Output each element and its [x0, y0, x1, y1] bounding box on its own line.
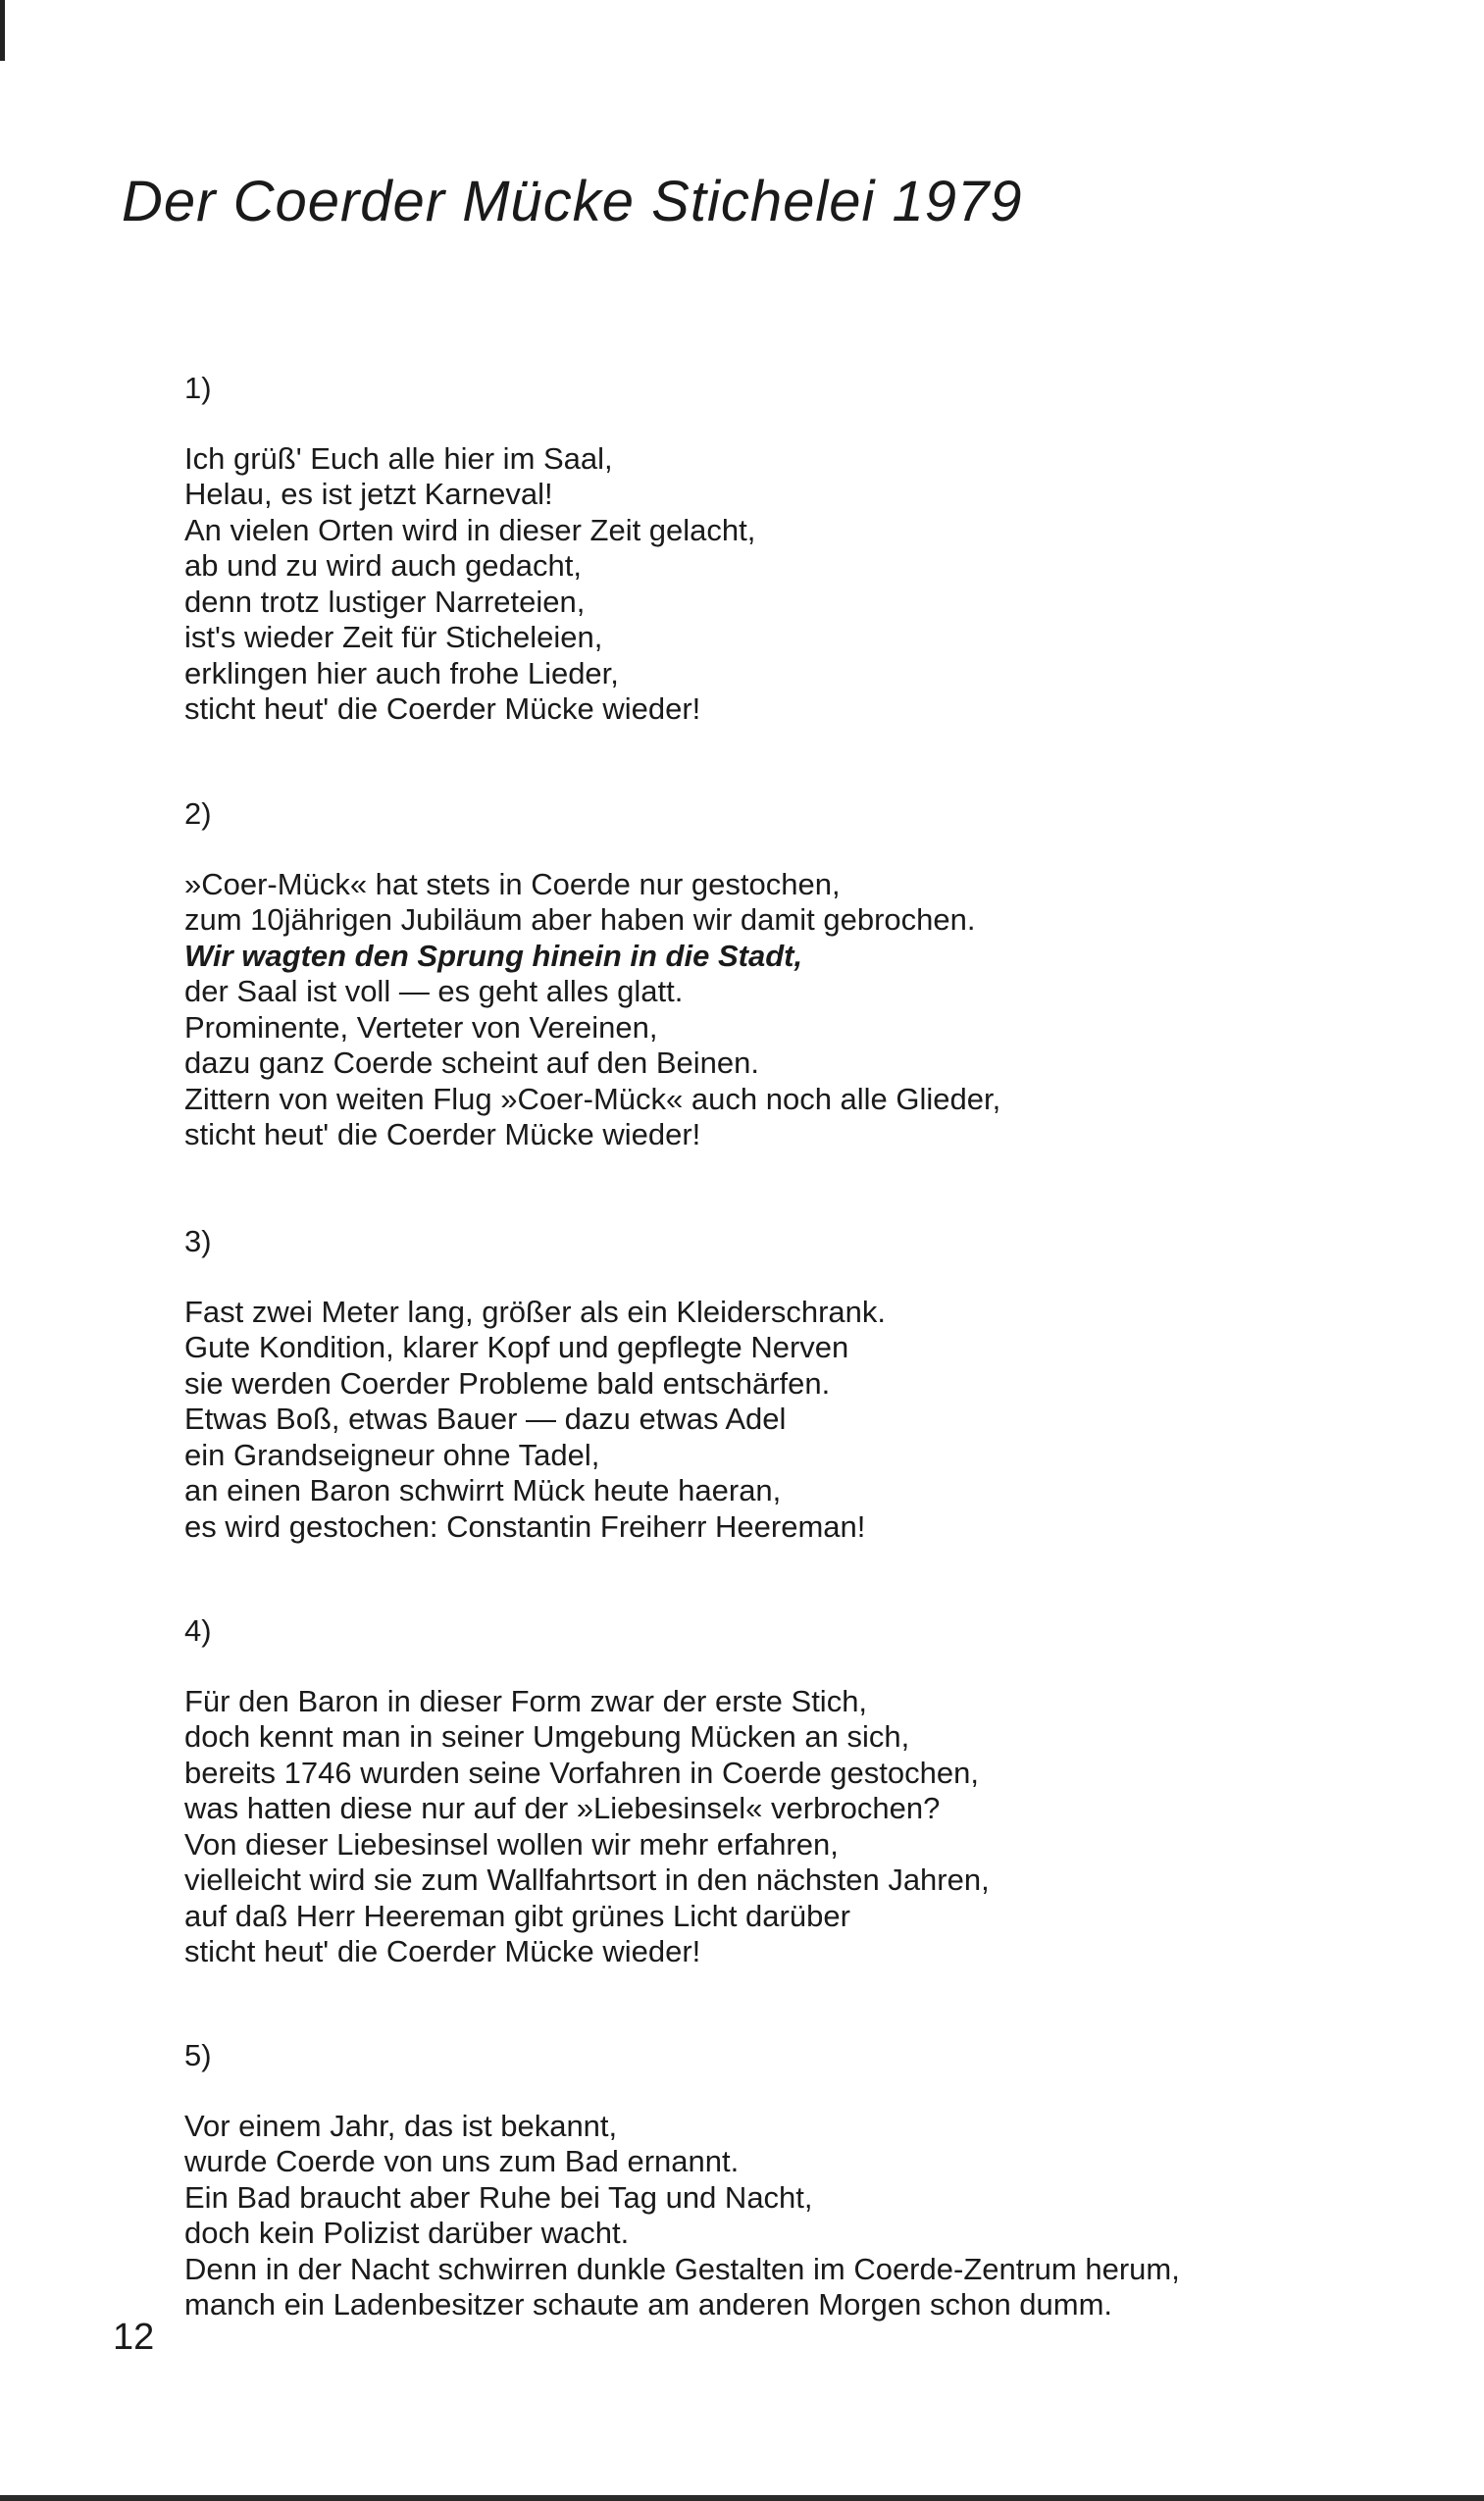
stanza-lines: [184, 441, 1391, 728]
page-title: Der Coerder Mücke Stichelei 1979: [122, 170, 1023, 233]
verse-line: zum 10jährigen Jubiläum aber haben wir damit gebrochen.: [184, 902, 976, 937]
stanza-1: [184, 371, 1391, 728]
stanza-number: 4): [184, 1613, 212, 1648]
page-number: 12: [113, 2317, 155, 2358]
verse-line: es wird gestochen: Constantin Freiherr Heereman!: [184, 1508, 866, 1544]
verse-line: Etwas Boß, etwas Bauer — dazu etwas Adel: [184, 1402, 787, 1436]
verse-line: sticht heut' die Coerder Mücke wieder!: [184, 1934, 701, 1968]
stanza-3: [184, 1224, 1391, 1545]
verse-line: bereits 1746 wurden seine Vorfahren in Coerde gestochen,: [184, 1755, 979, 1790]
verse-line: manch ein Ladenbesitzer schaute am anderen Morgen schon dumm.: [184, 2287, 1113, 2322]
verse-line: sticht heut' die Coerder Mücke wieder!: [184, 691, 701, 726]
stanza-lines: [184, 867, 1391, 1153]
verse-line: ab und zu wird auch gedacht,: [184, 548, 582, 583]
stanza-number: 5): [184, 2038, 212, 2072]
verse-line: Von dieser Liebesinsel wollen wir mehr erfahren,: [184, 1826, 839, 1862]
verse-line: dazu ganz Coerde scheint auf den Beinen.: [184, 1046, 759, 1080]
verse-line: der Saal ist voll — es geht alles glatt.: [184, 974, 684, 1008]
verse-line: doch kein Polizist darüber wacht.: [184, 2216, 630, 2250]
verse-line: Prominente, Verteter von Vereinen,: [184, 1009, 658, 1045]
verse-line: ist's wieder Zeit für Sticheleien,: [184, 620, 603, 654]
stanza-2: [184, 796, 1391, 1153]
verse-line: an einen Baron schwirrt Mück heute haeran,: [184, 1473, 782, 1507]
verse-line: Vor einem Jahr, das ist bekannt,: [184, 2108, 618, 2143]
verse-line: was hatten diese nur auf der »Liebesinsel« verbrochen?: [184, 1791, 941, 1825]
verse-line: An vielen Orten wird in dieser Zeit gelacht,: [184, 512, 756, 547]
stanza-4: [184, 1613, 1391, 1970]
verse-line: auf daß Herr Heereman gibt grünes Licht darüber: [184, 1898, 850, 1933]
verse-line: denn trotz lustiger Narreteien,: [184, 584, 586, 619]
verse-line: ein Grandseigneur ohne Tadel,: [184, 1437, 600, 1472]
verse-line: Ich grüß' Euch alle hier im Saal,: [184, 440, 613, 476]
verse-line: Denn in der Nacht schwirren dunkle Gestalten im Coerde-Zentrum herum,: [184, 2251, 1180, 2286]
verse-line: Wir wagten den Sprung hinein in die Stadt,: [184, 938, 803, 973]
stanza-lines: [184, 2109, 1391, 2323]
stanza-number: 1): [184, 371, 212, 405]
verse-line: doch kennt man in seiner Umgebung Mücken an sich,: [184, 1719, 910, 1754]
page-edge-mark: [0, 0, 5, 61]
stanza-number: 3): [184, 1224, 212, 1258]
verse-line: erklingen hier auch frohe Lieder,: [184, 655, 619, 690]
stanza-number: 2): [184, 796, 212, 831]
verse-line: Fast zwei Meter lang, größer als ein Kleiderschrank.: [184, 1294, 887, 1329]
verse-line: sie werden Coerder Probleme bald entschärfen.: [184, 1365, 831, 1401]
verse-line: wurde Coerde von uns zum Bad ernannt.: [184, 2144, 740, 2178]
stanza-5: [184, 2038, 1391, 2323]
verse-line: Gute Kondition, klarer Kopf und gepflegte Nerven: [184, 1330, 849, 1364]
verse-line: »Coer-Mück« hat stets in Coerde nur gestochen,: [184, 866, 841, 901]
stanza-lines: [184, 1684, 1391, 1970]
page-bottom-edge: [0, 2495, 1484, 2501]
verse-line: Für den Baron in dieser Form zwar der erste Stich,: [184, 1683, 868, 1718]
stanza-lines: [184, 1295, 1391, 1546]
verse-line: sticht heut' die Coerder Mücke wieder!: [184, 1117, 701, 1151]
verse-line: Zittern von weiten Flug »Coer-Mück« auch noch alle Glieder,: [184, 1081, 1001, 1116]
verse-line: Ein Bad braucht aber Ruhe bei Tag und Nacht,: [184, 2179, 813, 2215]
verse-line: Helau, es ist jetzt Karneval!: [184, 477, 553, 511]
verse-line: vielleicht wird sie zum Wallfahrtsort in den nächsten Jahren,: [184, 1863, 990, 1897]
